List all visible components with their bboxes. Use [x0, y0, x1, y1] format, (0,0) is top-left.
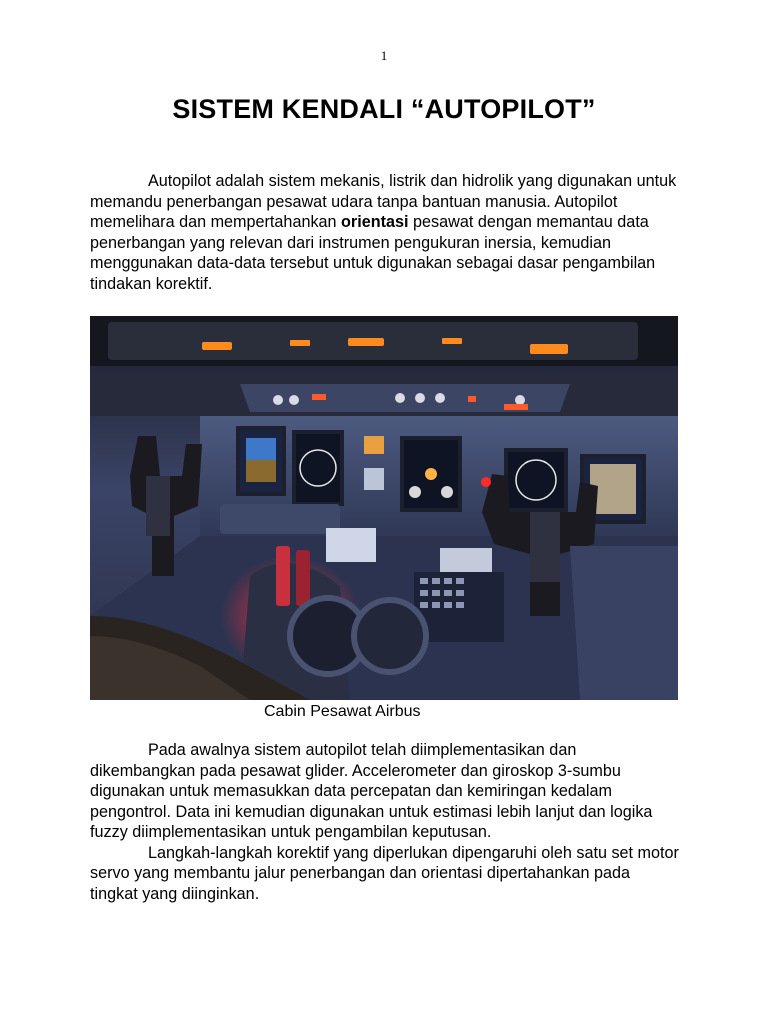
intro-paragraph: [90, 171, 680, 294]
intro-text-end: pesawat dengan memantau data penerbangan yang relevan dari instrumen pengukuran inersia, kemudian menggunakan data-data tersebut untuk digunakan sebagai dasar pengambilan tindakan korektif.: [90, 213, 656, 293]
cockpit-photo: [90, 316, 678, 700]
page-number: 1: [380, 48, 388, 63]
servo-paragraph: Langkah-langkah korektif yang diperlukan dipengaruhi oleh satu set motor servo yang membantu jalur penerbangan dan orientasi dipertahankan pada tingkat yang diinginkan.: [90, 843, 679, 903]
intro-bold-term: orientasi: [341, 213, 409, 231]
body-text: [90, 740, 680, 904]
figure-caption: Cabin Pesawat Airbus: [264, 703, 421, 720]
history-paragraph: Pada awalnya sistem autopilot telah diimplementasikan dan dikembangkan pada pesawat glider. Accelerometer dan giroskop 3-sumbu digunakan untuk memasukkan data percepatan dan kemiringan kedalam pengontrol. Data ini kemudian digunakan untuk estimasi lebih lanjut dan logika fuzzy diimplementasikan untuk pengambilan keputusan.: [90, 741, 653, 841]
document-title: SISTEM KENDALI “AUTOPILOT”: [172, 94, 596, 124]
intro-text-start: Autopilot adalah sistem mekanis, listrik dan hidrolik yang digunakan untuk memandu penerbangan pesawat udara tanpa bantuan manusia. Autopilot memelihara dan mempertahankan: [90, 172, 677, 231]
